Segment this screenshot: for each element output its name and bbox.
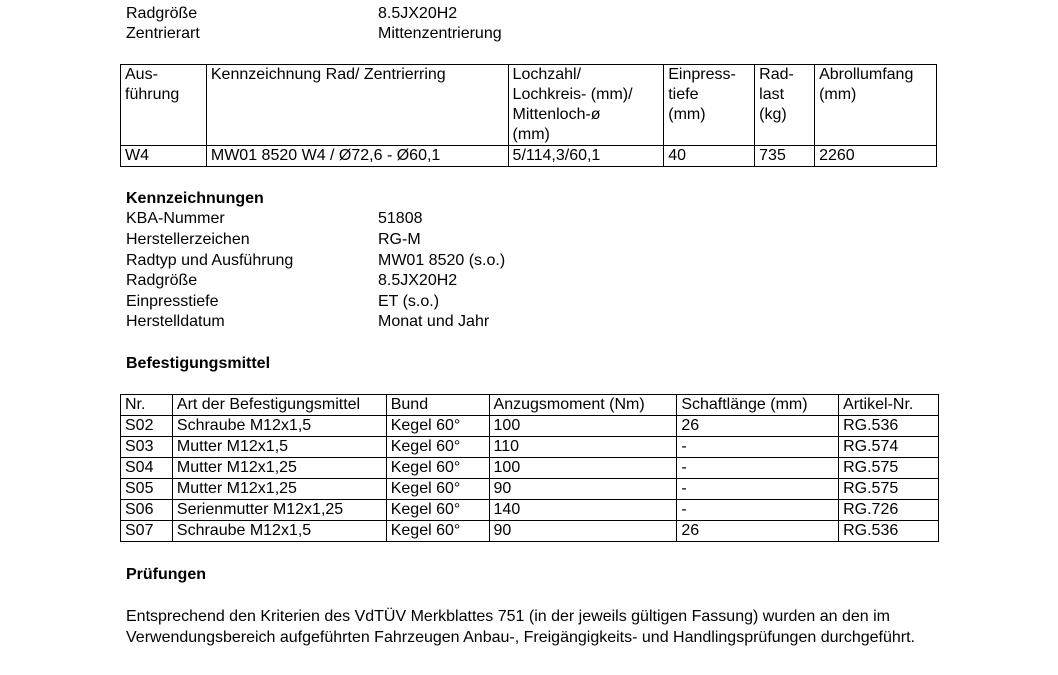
table-cell: 140	[489, 500, 677, 521]
field-value: RG-M	[378, 231, 421, 248]
table-cell: Kegel 60°	[386, 437, 489, 458]
table-cell: RG.575	[839, 458, 939, 479]
field-value: Monat und Jahr	[378, 313, 490, 330]
table-cell: -	[677, 479, 839, 500]
table-cell: -	[677, 500, 839, 521]
section-heading-markings: Kennzeichnungen	[126, 190, 264, 207]
table-cell: S03	[121, 437, 173, 458]
table-row	[121, 146, 937, 167]
table-cell: Kegel 60°	[386, 416, 489, 437]
field-row	[126, 312, 926, 332]
field-value: 51808	[378, 210, 423, 227]
table-cell: Mutter M12x1,25	[172, 479, 386, 500]
table-cell: 26	[677, 416, 839, 437]
field-row	[126, 209, 926, 229]
table-cell: 90	[489, 479, 677, 500]
field-row	[126, 292, 926, 312]
table-cell: 5/114,3/60,1	[508, 146, 664, 167]
field-row	[126, 251, 926, 271]
table-row	[121, 500, 939, 521]
field-label: Radtyp und Ausführung	[126, 252, 294, 269]
header-cell: Kennzeichnung Rad/ Zentrierring	[206, 65, 508, 146]
tests-paragraph: Entsprechend den Kriterien des VdTÜV Merkblattes 751 (in der jeweils gültigen Fassung) wurden an den im Verwendungsbereich aufgeführten Fahrzeugen Anbau-, Freigängigkeits- und Handlingsprüfungen durchgeführt.	[126, 608, 915, 646]
field-value: MW01 8520 (s.o.)	[378, 252, 506, 269]
table-cell: 735	[755, 146, 815, 167]
header-cell: Abrollumfang (mm)	[815, 65, 937, 146]
table-cell: 90	[489, 521, 677, 542]
header-cell: Bund	[386, 395, 489, 416]
header-cell: Art der Befestigungsmittel	[172, 395, 386, 416]
table-cell: Kegel 60°	[386, 479, 489, 500]
table-row	[121, 458, 939, 479]
field-row	[126, 271, 926, 291]
table-cell: Serienmutter M12x1,25	[172, 500, 386, 521]
field-label: Herstellerzeichen	[126, 231, 250, 248]
field-value: ET (s.o.)	[378, 293, 440, 310]
section-heading-fasteners: Befestigungsmittel	[126, 355, 271, 372]
table-cell: Kegel 60°	[386, 521, 489, 542]
table-cell: Schraube M12x1,5	[172, 521, 386, 542]
field-label: KBA-Nummer	[126, 210, 225, 227]
table-cell: RG.574	[839, 437, 939, 458]
table-row	[121, 416, 939, 437]
table-cell: W4	[121, 146, 207, 167]
field-row-wheel-size	[126, 4, 926, 24]
table-cell: RG.536	[839, 521, 939, 542]
table-cell: S04	[121, 458, 173, 479]
table-cell: Kegel 60°	[386, 458, 489, 479]
field-label: Zentrierart	[126, 25, 200, 42]
header-cell: Artikel-Nr.	[839, 395, 939, 416]
table-header-row	[121, 65, 937, 146]
field-label: Herstelldatum	[126, 313, 225, 330]
table-cell: 26	[677, 521, 839, 542]
field-label: Einpresstiefe	[126, 293, 219, 310]
field-value: Mittenzentrierung	[378, 25, 502, 42]
table-cell: Mutter M12x1,25	[172, 458, 386, 479]
table-cell: Kegel 60°	[386, 500, 489, 521]
table-row	[121, 479, 939, 500]
table-cell: 100	[489, 416, 677, 437]
field-value: 8.5JX20H2	[378, 5, 458, 22]
field-row	[126, 230, 926, 250]
table-cell: S02	[121, 416, 173, 437]
header-cell: Aus- führung	[121, 65, 207, 146]
table-header-row	[121, 395, 939, 416]
table-cell: MW01 8520 W4 / Ø72,6 - Ø60,1	[206, 146, 508, 167]
header-cell: Einpress- tiefe (mm)	[664, 65, 755, 146]
header-cell: Nr.	[121, 395, 173, 416]
field-row-centering	[126, 24, 926, 44]
table-cell: -	[677, 437, 839, 458]
table-cell: RG.536	[839, 416, 939, 437]
table-cell: 40	[664, 146, 755, 167]
table-cell: S06	[121, 500, 173, 521]
table-cell: 2260	[815, 146, 937, 167]
table-cell: S05	[121, 479, 173, 500]
table-cell: Schraube M12x1,5	[172, 416, 386, 437]
table-cell: -	[677, 458, 839, 479]
table-row	[121, 437, 939, 458]
field-label: Radgröße	[126, 5, 198, 22]
table-cell: 100	[489, 458, 677, 479]
table-cell: S07	[121, 521, 173, 542]
field-label: Radgröße	[126, 272, 198, 289]
header-cell: Rad- last (kg)	[755, 65, 815, 146]
table-cell: RG.575	[839, 479, 939, 500]
fasteners-table	[120, 394, 939, 542]
table-cell: RG.726	[839, 500, 939, 521]
header-cell: Schaftlänge (mm)	[677, 395, 839, 416]
header-cell: Lochzahl/ Lochkreis- (mm)/ Mittenloch-ø (mm)	[508, 65, 664, 146]
table-row	[121, 521, 939, 542]
table-cell: Mutter M12x1,5	[172, 437, 386, 458]
field-value: 8.5JX20H2	[378, 272, 458, 289]
section-heading-tests: Prüfungen	[126, 566, 206, 583]
header-cell: Anzugsmoment (Nm)	[489, 395, 677, 416]
wheel-table	[120, 64, 937, 167]
table-cell: 110	[489, 437, 677, 458]
